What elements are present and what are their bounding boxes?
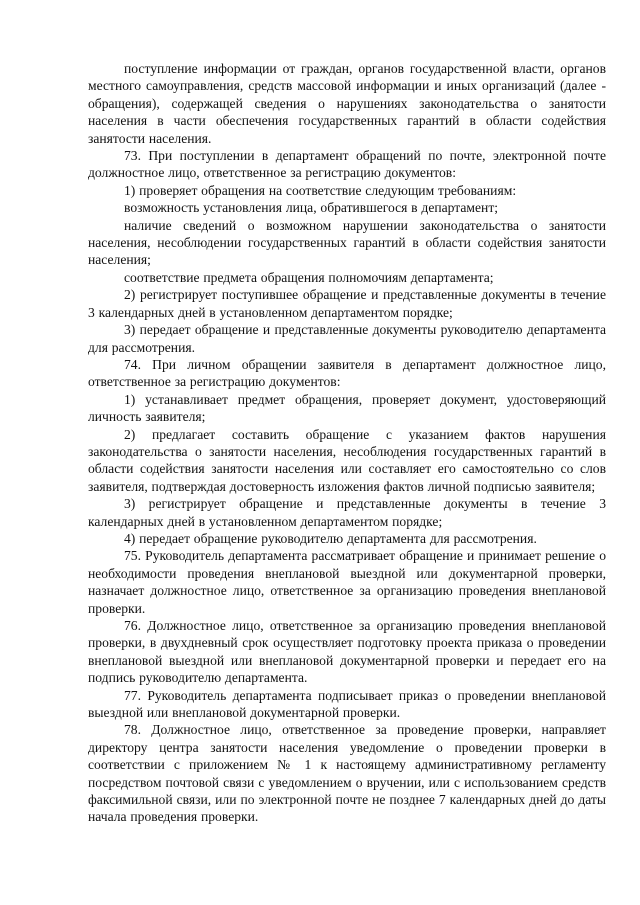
paragraph-74-item-2: 2) предлагает составить обращение с указанием фактов нарушения законодательства о занятости населения, несоблюдения государственных гарантий в области содействия занятости населения или составляет его самостоятельно со слов заявителя, подтверждая достоверность изложения фактов личной подписью заявителя;: [88, 426, 606, 494]
paragraph-73-item-3: 3) передает обращение и представленные документы руководителю департамента для рассмотрения.: [88, 322, 606, 355]
paragraph-73-requirement-3: соответствие предмета обращения полномочиям департамента;: [124, 269, 494, 285]
paragraph-73-requirement-2: наличие сведений о возможном нарушении законодательства о занятости населения, несоблюдении государственных гарантий в области содействия занятости населения;: [88, 217, 606, 268]
paragraph-76: 76. Должностное лицо, ответственное за организацию проведения внеплановой проверки, в двухдневный срок осуществляет подготовку проекта приказа о проведении внеплановой выездной или внеплановой документарной проверки и передает его на подпись руководителю департамента.: [88, 618, 606, 686]
paragraph-74: 74. При личном обращении заявителя в департамент должностное лицо, ответственное за регистрацию документов:: [88, 356, 606, 390]
document-page: [88, 60, 606, 826]
paragraph-73-item-1: 1) проверяет обращения на соответствие следующим требованиям:: [124, 182, 517, 198]
paragraph-73: 73. При поступлении в департамент обращений по почте, электронной почте должностное лицо, ответственное за регистрацию документов:: [88, 148, 606, 181]
paragraph-74-item-1: 1) устанавливает предмет обращения, проверяет документ, удостоверяющий личность заявителя;: [88, 391, 606, 425]
paragraph-73-item-2: 2) регистрирует поступившее обращение и представленные документы в течение 3 календарных дней в установленном департаментом порядке;: [88, 287, 606, 320]
paragraph-78: 78. Должностное лицо, ответственное за проведение проверки, направляет директору центра занятости населения уведомление о проведении проверки в соответствии с приложением № 1 к настоящему административному регламенту посредством почтовой связи с уведомлением о вручении, или с использованием средств факсимильной связи, или по электронной почте не позднее 7 календарных дней до даты начала проведения проверки.: [88, 722, 606, 825]
paragraph-75: 75. Руководитель департамента рассматривает обращение и принимает решение о необходимости проведения внеплановой выездной или документарной проверки, назначает должностное лицо, ответственное за организацию проведения внеплановой проверки.: [88, 548, 606, 616]
paragraph-74-item-4: 4) передает обращение руководителю департамента для рассмотрения.: [124, 530, 537, 546]
paragraph-continuation: поступление информации от граждан, органов государственной власти, органов местного самоуправления, средств массовой информации и иных организаций (далее - обращения), содержащей сведения о нарушениях законодательства о занятости населения в части обеспечения государственных гарантий в области содействия занятости населения.: [88, 61, 606, 146]
paragraph-73-requirement-1: возможность установления лица, обратившегося в департамент;: [124, 200, 499, 216]
paragraph-74-item-3: 3) регистрирует обращение и представленные документы в течение 3 календарных дней в установленном департаментом порядке;: [88, 496, 606, 529]
paragraph-77: 77. Руководитель департамента подписывает приказ о проведении внеплановой выездной или внеплановой документарной проверки.: [88, 687, 606, 721]
